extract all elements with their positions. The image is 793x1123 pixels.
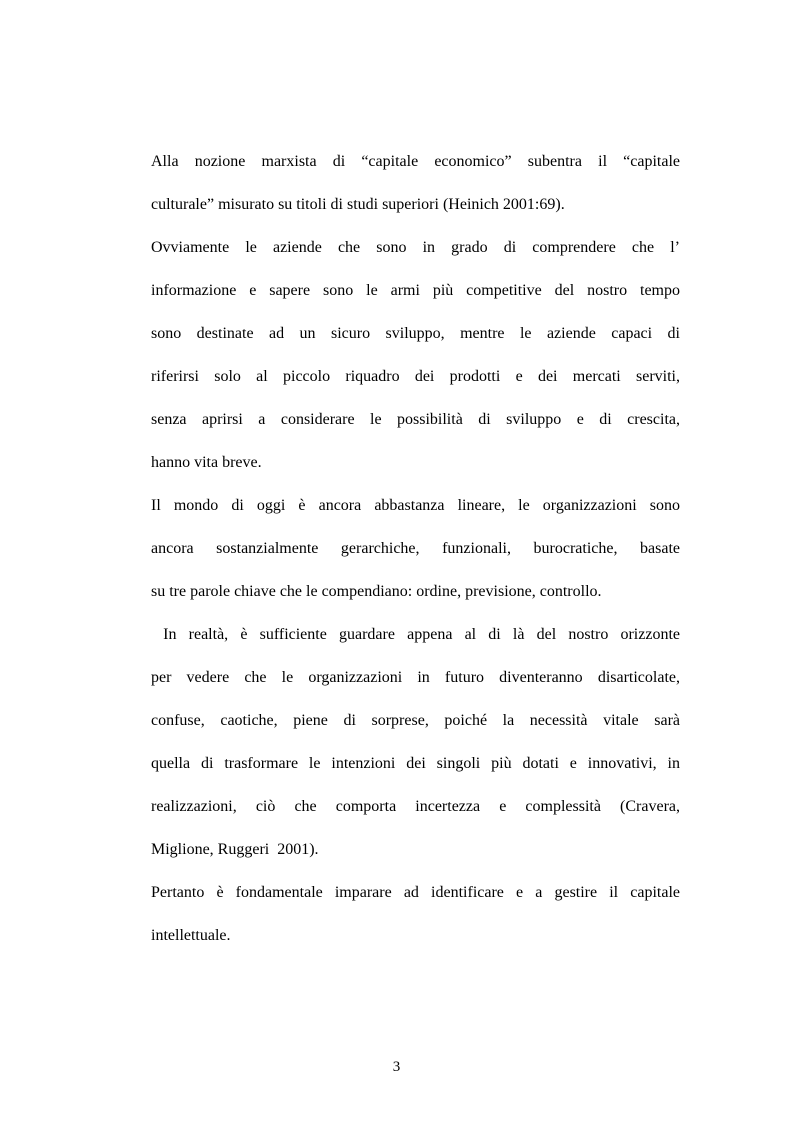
text-line: quella di trasformare le intenzioni dei singoli più dotati e innovativi, in (151, 755, 680, 772)
text-line: su tre parole chiave che le compendiano: ordine, previsione, controllo. (151, 583, 602, 600)
text-line: Pertanto è fondamentale imparare ad identificare e a gestire il capitale (151, 884, 680, 901)
text-line: per vedere che le organizzazioni in futuro diventeranno disarticolate, (151, 669, 680, 686)
text-line: realizzazioni, ciò che comporta incertezza e complessità (Cravera, (151, 798, 680, 815)
text-line: intellettuale. (151, 927, 231, 944)
page-number: 3 (392, 1059, 401, 1075)
text-line: riferirsi solo al piccolo riquadro dei prodotti e dei mercati serviti, (151, 368, 680, 385)
text-line: culturale” misurato su titoli di studi superiori (Heinich 2001:69). (151, 196, 565, 213)
text-line: hanno vita breve. (151, 454, 262, 471)
text-line: Alla nozione marxista di “capitale economico” subentra il “capitale (151, 153, 680, 170)
text-line: sono destinate ad un sicuro sviluppo, mentre le aziende capaci di (151, 325, 680, 342)
text-line: confuse, caotiche, piene di sorprese, poiché la necessità vitale sarà (151, 712, 680, 729)
text-line: Ovviamente le aziende che sono in grado di comprendere che l’ (151, 239, 680, 256)
text-line: Il mondo di oggi è ancora abbastanza lineare, le organizzazioni sono (151, 497, 680, 514)
text-line: informazione e sapere sono le armi più competitive del nostro tempo (151, 282, 680, 299)
text-line: Miglione, Ruggeri 2001). (151, 841, 319, 858)
text-line: In realtà, è sufficiente guardare appena al di là del nostro orizzonte (151, 626, 680, 643)
text-line: senza aprirsi a considerare le possibilità di sviluppo e di crescita, (151, 411, 680, 428)
text-line: ancora sostanzialmente gerarchiche, funzionali, burocratiche, basate (151, 540, 680, 557)
